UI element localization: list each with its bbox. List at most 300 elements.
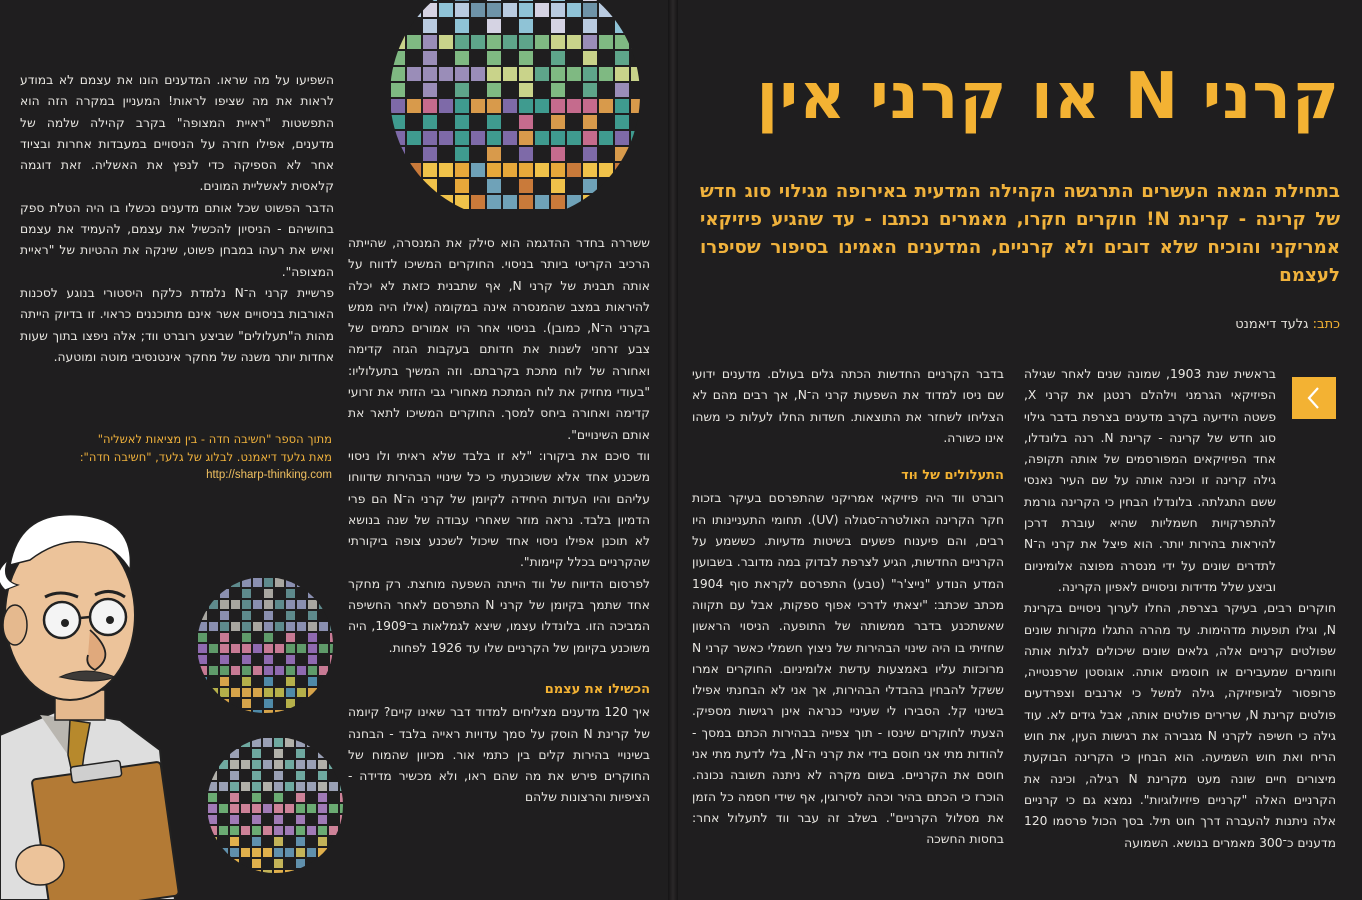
mosaic-tile <box>583 195 597 209</box>
mosaic-tile <box>423 0 437 1</box>
credit-url[interactable]: http://sharp-thinking.com <box>206 469 332 481</box>
mosaic-tile <box>583 51 597 65</box>
mosaic-tile <box>487 51 501 65</box>
mosaic-tile <box>219 826 228 835</box>
mosaic-tile <box>535 131 549 145</box>
mosaic-tile <box>219 771 228 780</box>
mosaic-tile <box>599 35 613 49</box>
mosaic-tile <box>407 147 421 161</box>
mosaic-tile <box>551 51 565 65</box>
mosaic-tile <box>253 611 262 620</box>
mosaic-tile <box>253 699 262 708</box>
mosaic-tile <box>209 688 218 697</box>
mosaic-tile <box>286 622 295 631</box>
mosaic-tile <box>551 19 565 33</box>
mosaic-tile <box>423 163 437 177</box>
mosaic-tile <box>503 195 517 209</box>
mosaic-tile <box>241 815 250 824</box>
mosaic-tile <box>285 804 294 813</box>
mosaic-tile <box>319 600 328 609</box>
mosaic-tile <box>599 3 613 17</box>
mosaic-tile <box>535 3 549 17</box>
mosaic-tile <box>391 131 405 145</box>
mosaic-tile <box>319 644 328 653</box>
mosaic-tile <box>319 589 328 598</box>
mosaic-tile <box>285 859 294 868</box>
mosaic-tile <box>455 19 469 33</box>
mosaic-tile <box>220 611 229 620</box>
mosaic-tile <box>407 67 421 81</box>
mosaic-tile <box>297 633 306 642</box>
mosaic-tile <box>319 699 328 708</box>
mosaic-tile <box>308 622 317 631</box>
mosaic-tile <box>252 782 261 791</box>
mosaic-tile <box>471 0 485 1</box>
mosaic-tile <box>219 738 228 747</box>
mosaic-tile <box>423 99 437 113</box>
mosaic-tile <box>219 837 228 846</box>
mosaic-tile <box>297 677 306 686</box>
mosaic-tile <box>318 749 327 758</box>
byline-label: כתב: <box>1312 317 1340 332</box>
mosaic-tile <box>308 600 317 609</box>
mosaic-tile <box>340 826 349 835</box>
mosaic-tile <box>263 793 272 802</box>
mosaic-tile <box>220 655 229 664</box>
mosaic-tile <box>297 655 306 664</box>
mosaic-tile <box>455 51 469 65</box>
mosaic-tile <box>263 815 272 824</box>
mosaic-tile <box>340 848 349 857</box>
mosaic-tile <box>423 35 437 49</box>
mosaic-tile <box>285 793 294 802</box>
mosaic-tile <box>439 195 453 209</box>
mosaic-tile <box>318 760 327 769</box>
mosaic-tile <box>439 35 453 49</box>
mosaic-tile <box>455 83 469 97</box>
mosaic-tile <box>551 0 565 1</box>
mosaic-tile <box>253 666 262 675</box>
mosaic-tile <box>599 147 613 161</box>
mosaic-tile <box>567 51 581 65</box>
mosaic-tile <box>487 67 501 81</box>
mosaic-tile <box>423 3 437 17</box>
mosaic-tile <box>407 35 421 49</box>
mosaic-tile <box>471 99 485 113</box>
mosaic-tile <box>535 115 549 129</box>
mosaic-tile <box>615 0 629 1</box>
mosaic-tile <box>220 600 229 609</box>
mosaic-tile <box>264 699 273 708</box>
mosaic-tile <box>275 699 284 708</box>
mosaic-tile <box>209 622 218 631</box>
mosaic-tile <box>308 688 317 697</box>
mosaic-tile <box>471 3 485 17</box>
mosaic-tile <box>242 578 251 587</box>
mosaic-tile <box>439 99 453 113</box>
mosaic-tile <box>407 163 421 177</box>
mosaic-tile <box>263 771 272 780</box>
mosaic-tile <box>319 666 328 675</box>
mosaic-tile <box>567 147 581 161</box>
mosaic-tile <box>423 51 437 65</box>
byline <box>1040 317 1340 332</box>
mosaic-tile <box>230 837 239 846</box>
mosaic-tile <box>263 782 272 791</box>
mosaic-tile <box>599 195 613 209</box>
mosaic-tile <box>329 815 338 824</box>
mosaic-tile <box>423 83 437 97</box>
mosaic-tile <box>264 622 273 631</box>
paragraph: הדבר הפשוט שכל אותם מדענים נכשלו בו היה הטלת ספק בחושיהם - הניסיון להכשיל את עצמם, להעמיד את עצמם ואיש את רעהו במבחן פשוט, שינקה את ההטיות של "ראיית המצופה". <box>20 200 334 279</box>
mosaic-tile <box>503 163 517 177</box>
mosaic-tile <box>220 666 229 675</box>
mosaic-tile <box>208 870 217 875</box>
mosaic-tile <box>274 738 283 747</box>
mosaic-tile <box>308 666 317 675</box>
mosaic-tile <box>242 677 251 686</box>
mosaic-tile <box>286 666 295 675</box>
mosaic-tile <box>329 804 338 813</box>
mosaic-tile <box>487 179 501 193</box>
mosaic-tile <box>551 115 565 129</box>
article-lead: בתחילת המאה העשרים התרגשה הקהילה המדעית באירופה מגילוי סוג חדש של קרינה - קרינת N! חוקרים חקרו, מאמרים נכתבו - עד שהגיע פיזיקאי אמריקני והוכיח שלא דובים ולא קרניים, המדענים האמינו בסיפור שסיפרו לעצמם <box>700 181 1340 286</box>
mosaic-tile <box>264 644 273 653</box>
mosaic-tile <box>471 131 485 145</box>
mosaic-tile <box>599 179 613 193</box>
mosaic-tile <box>274 870 283 875</box>
mosaic-tile <box>296 848 305 857</box>
mosaic-tile <box>252 848 261 857</box>
mosaic-tile <box>230 804 239 813</box>
mosaic-tile <box>487 195 501 209</box>
mosaic-tile <box>208 782 217 791</box>
credit-line: מתוך הספר "חשיבה חדה - בין מציאות לאשליה" <box>97 432 332 446</box>
mosaic-tile <box>535 35 549 49</box>
mosaic-tile <box>423 195 437 209</box>
mosaic-tile <box>242 600 251 609</box>
mosaic-tile <box>286 589 295 598</box>
mosaic-tile <box>631 147 645 161</box>
mosaic-tile <box>297 622 306 631</box>
mosaic-tile <box>519 83 533 97</box>
mosaic-tile <box>263 738 272 747</box>
mosaic-tile <box>631 51 645 65</box>
mosaic-tile <box>307 804 316 813</box>
paragraph: חוקרים רבים, בעיקר בצרפת, החלו לערוך ניסויים בקרינת N, וגילו תופעות מדהימות. עד מהרה התגלו מקורות שונים שפולטים קרניים אלה, גלאים שונים שיכולים לגלות אותה וחומרים שמעבירים או חוסמים אותה. אוגוסטן שרפנטייה, פרופסור לביופיזיקה, גילה למשל כי ארנבים וצפרדעים פולטים קרינת N, שרירים פולטים אותה, אבל גידים לא. עוד גילה כי חשיפה לקרני N מגבירה את רגישות העין, את חוש הריח ואת חוש השמיעה. הוא הבחין כי הקרינה הבוקעת מיצורים חיים שונה מעט מקרינת N רגילה, וכינה את הקרניים האלה "קרניים פיזיולוגיות". נמצא גם כי קרניים אלה ניתנות להעברה דרך חוט תיל. בסך הכול פרסמו 120 מדענים כ־300 מאמרים בנושא. השמועה <box>1024 601 1337 850</box>
mosaic-tile <box>274 848 283 857</box>
mosaic-tile <box>220 578 229 587</box>
mosaic-tile <box>340 815 349 824</box>
mosaic-tile <box>340 771 349 780</box>
mosaic-tile <box>242 644 251 653</box>
mosaic-tile <box>264 578 273 587</box>
mosaic-tile <box>318 815 327 824</box>
mosaic-tile <box>567 131 581 145</box>
mosaic-tile <box>615 195 629 209</box>
mosaic-tile <box>340 859 349 868</box>
mosaic-tile <box>275 622 284 631</box>
mosaic-tile <box>220 589 229 598</box>
mosaic-tile <box>439 163 453 177</box>
mosaic-tile <box>308 699 317 708</box>
mosaic-tile <box>318 859 327 868</box>
mosaic-tile <box>455 115 469 129</box>
mosaic-tile <box>220 677 229 686</box>
mosaic-tile <box>471 179 485 193</box>
mosaic-tile <box>307 771 316 780</box>
mosaic-tile <box>551 99 565 113</box>
mosaic-tile <box>208 771 217 780</box>
mosaic-tile <box>583 115 597 129</box>
mosaic-tile <box>407 99 421 113</box>
mosaic-tile <box>439 131 453 145</box>
mosaic-tile <box>329 848 338 857</box>
mosaic-tile <box>296 793 305 802</box>
mosaic-circle-illustration <box>200 735 350 875</box>
mosaic-tile <box>242 589 251 598</box>
mosaic-tile <box>296 815 305 824</box>
mosaic-tile <box>519 195 533 209</box>
paragraph: פרשיית קרני ה־N נלמדת כלקח היסטורי בנוגע לסכנות האורבות בניסויים אשר אינם מתוכננים כראוי. זו בדיוק הייתה מהות ה"תעלולים" שביצע רוברט ווד; אלה ניפצו בתוך שעות אחדות יותר משנה של מחקר אינטנסיבי מוטה ומוטעה. <box>20 285 334 364</box>
mosaic-tile <box>307 837 316 846</box>
mosaic-tile <box>263 848 272 857</box>
mosaic-tile <box>209 611 218 620</box>
mosaic-tile <box>340 870 349 875</box>
mosaic-tile <box>319 622 328 631</box>
mosaic-tile <box>286 655 295 664</box>
book-credit <box>60 430 332 484</box>
mosaic-tile <box>423 19 437 33</box>
mosaic-tile <box>286 600 295 609</box>
mosaic-tile <box>231 578 240 587</box>
mosaic-tile <box>471 83 485 97</box>
mosaic-tile <box>252 771 261 780</box>
mosaic-tile <box>615 51 629 65</box>
mosaic-tile <box>231 633 240 642</box>
mosaic-tile <box>253 655 262 664</box>
mosaic-tile <box>209 578 218 587</box>
mosaic-circle-illustration <box>380 0 650 210</box>
mosaic-tile <box>407 0 421 1</box>
mosaic-tile <box>274 804 283 813</box>
mosaic-tile <box>263 804 272 813</box>
mosaic-tile <box>208 738 217 747</box>
mosaic-tile <box>615 19 629 33</box>
mosaic-tile <box>319 633 328 642</box>
article-title: קרני N או קרני אין <box>756 60 1340 134</box>
mosaic-tile <box>407 51 421 65</box>
mosaic-tile <box>599 163 613 177</box>
mosaic-tile <box>285 771 294 780</box>
mosaic-tile <box>330 666 339 675</box>
mosaic-tile <box>307 826 316 835</box>
mosaic-tile <box>286 710 295 715</box>
mosaic-tile <box>455 147 469 161</box>
mosaic-tile <box>231 688 240 697</box>
mosaic-tile <box>318 826 327 835</box>
mosaic-tile <box>296 837 305 846</box>
mosaic-tile <box>439 51 453 65</box>
mosaic-tile <box>535 67 549 81</box>
mosaic-tile <box>307 738 316 747</box>
mosaic-tile <box>297 688 306 697</box>
mosaic-tile <box>230 859 239 868</box>
mosaic-tile <box>535 195 549 209</box>
mosaic-tile <box>391 163 405 177</box>
mosaic-tile <box>231 622 240 631</box>
mosaic-tile <box>275 600 284 609</box>
mosaic-tile <box>439 0 453 1</box>
mosaic-tile <box>330 710 339 715</box>
mosaic-tile <box>329 826 338 835</box>
mosaic-tile <box>308 578 317 587</box>
mosaic-tile <box>519 35 533 49</box>
mosaic-tile <box>318 782 327 791</box>
mosaic-tile <box>631 99 645 113</box>
mosaic-tile <box>631 83 645 97</box>
mosaic-tile <box>242 622 251 631</box>
mosaic-tile <box>583 147 597 161</box>
mosaic-tile <box>599 0 613 1</box>
mosaic-tile <box>551 67 565 81</box>
mosaic-tile <box>567 115 581 129</box>
mosaic-tile <box>296 859 305 868</box>
mosaic-tile <box>503 147 517 161</box>
mosaic-tile <box>208 815 217 824</box>
mosaic-tile <box>296 749 305 758</box>
mosaic-tile <box>599 115 613 129</box>
mosaic-tile <box>297 699 306 708</box>
mosaic-tile <box>439 115 453 129</box>
mosaic-tile <box>567 0 581 1</box>
mosaic-tile <box>307 848 316 857</box>
mosaic-tile <box>583 19 597 33</box>
mosaic-tile <box>263 837 272 846</box>
mosaic-tile <box>455 35 469 49</box>
mosaic-tile <box>275 688 284 697</box>
mosaic-tile <box>423 131 437 145</box>
mosaic-tile <box>329 793 338 802</box>
mosaic-tile <box>330 600 339 609</box>
mosaic-tile <box>286 644 295 653</box>
mosaic-tile <box>209 666 218 675</box>
mosaic-tile <box>631 19 645 33</box>
section-heading: התעלולים של וּוד <box>901 468 1004 484</box>
mosaic-tile <box>519 3 533 17</box>
mosaic-tile <box>285 837 294 846</box>
mosaic-tile <box>471 19 485 33</box>
mosaic-tile <box>329 859 338 868</box>
mosaic-tile <box>330 644 339 653</box>
mosaic-tile <box>264 589 273 598</box>
mosaic-tile <box>274 859 283 868</box>
paragraph: איך 120 מדענים מצליחים למדוד דבר שאינו קיים? קיומה של קרינת N הוסק על סמך עדויות ראייה בלבד - הבחנה בשינויי בהירות קלים בין כתמי אור. מכיוון שהמוח של החוקרים פירש את מה שהם ראו, ולא מכשיר מדידה - הציפיות והרצונות שלהם <box>348 705 651 805</box>
mosaic-tile <box>219 749 228 758</box>
mosaic-tile <box>599 83 613 97</box>
mosaic-tile <box>631 3 645 17</box>
mosaic-tile <box>219 870 228 875</box>
mosaic-tile <box>330 677 339 686</box>
mosaic-tile <box>274 815 283 824</box>
mosaic-tile <box>220 622 229 631</box>
mosaic-tile <box>219 804 228 813</box>
mosaic-tile <box>535 0 549 1</box>
mosaic-tile <box>340 738 349 747</box>
mosaic-tile <box>423 115 437 129</box>
mosaic-tile <box>230 826 239 835</box>
mosaic-tile <box>631 179 645 193</box>
mosaic-tile <box>340 837 349 846</box>
mosaic-tile <box>231 710 240 715</box>
mosaic-tile <box>471 163 485 177</box>
page-gutter <box>668 0 678 900</box>
mosaic-tile <box>319 688 328 697</box>
mosaic-tile <box>471 35 485 49</box>
mosaic-tile <box>503 179 517 193</box>
mosaic-tile <box>275 644 284 653</box>
mosaic-tile <box>253 578 262 587</box>
mosaic-tile <box>329 837 338 846</box>
mosaic-tile <box>503 51 517 65</box>
mosaic-tile <box>391 35 405 49</box>
mosaic-tile <box>407 3 421 17</box>
mosaic-tile <box>340 782 349 791</box>
mosaic-tile <box>219 760 228 769</box>
mosaic-tile <box>551 195 565 209</box>
mosaic-tile <box>391 179 405 193</box>
column-2 <box>692 364 1004 851</box>
paragraph: בדבר הקרניים החדשות הכתה גלים בעולם. מדענים ידועי שם ניסו למדוד את השפעות קרני ה־N, אך רבים מהם לא הצליחו לשחזר את התוצאות. חשדות החלו לעלות כי משהו אינו כשורה. <box>692 367 1004 445</box>
paragraph: השפיעו על מה שראו. המדענים הונו את עצמם לא במודע לראות את מה שציפו לראות! המעניין במקרה הזה הוא התפשטות "ראיית המצופה" בקרב קהילה שלמה של מדענים, אפילו חזרה על הניסויים במעבדות אחרות ובציוד אחר לא הספיקה כדי לנפץ את האשליה. זאת דוגמה קלאסית לאשליית המונים. <box>20 73 334 194</box>
mosaic-tile <box>615 3 629 17</box>
mosaic-tile <box>296 760 305 769</box>
mosaic-tile <box>230 815 239 824</box>
mosaic-tile <box>297 611 306 620</box>
mosaic-tile <box>535 83 549 97</box>
mosaic-tile <box>439 179 453 193</box>
mosaic-tile <box>455 99 469 113</box>
mosaic-tile <box>319 611 328 620</box>
mosaic-tile <box>519 67 533 81</box>
mosaic-tile <box>519 19 533 33</box>
mosaic-tile <box>407 115 421 129</box>
mosaic-tile <box>296 782 305 791</box>
mosaic-tile <box>631 195 645 209</box>
mosaic-tile <box>487 147 501 161</box>
mosaic-tile <box>615 115 629 129</box>
mosaic-tile <box>275 666 284 675</box>
mosaic-tile <box>285 749 294 758</box>
mosaic-tile <box>263 760 272 769</box>
mosaic-tile <box>230 793 239 802</box>
mosaic-tile <box>241 870 250 875</box>
mosaic-tile <box>307 782 316 791</box>
mosaic-tile <box>567 67 581 81</box>
mosaic-tile <box>551 147 565 161</box>
mosaic-tile <box>455 179 469 193</box>
mosaic-tile <box>231 699 240 708</box>
mosaic-tile <box>487 131 501 145</box>
mosaic-tile <box>286 578 295 587</box>
mosaic-tile <box>615 67 629 81</box>
mosaic-tile <box>307 793 316 802</box>
mosaic-tile <box>391 19 405 33</box>
mosaic-tile <box>241 749 250 758</box>
mosaic-tile <box>252 837 261 846</box>
mosaic-tile <box>285 848 294 857</box>
mosaic-tile <box>274 749 283 758</box>
